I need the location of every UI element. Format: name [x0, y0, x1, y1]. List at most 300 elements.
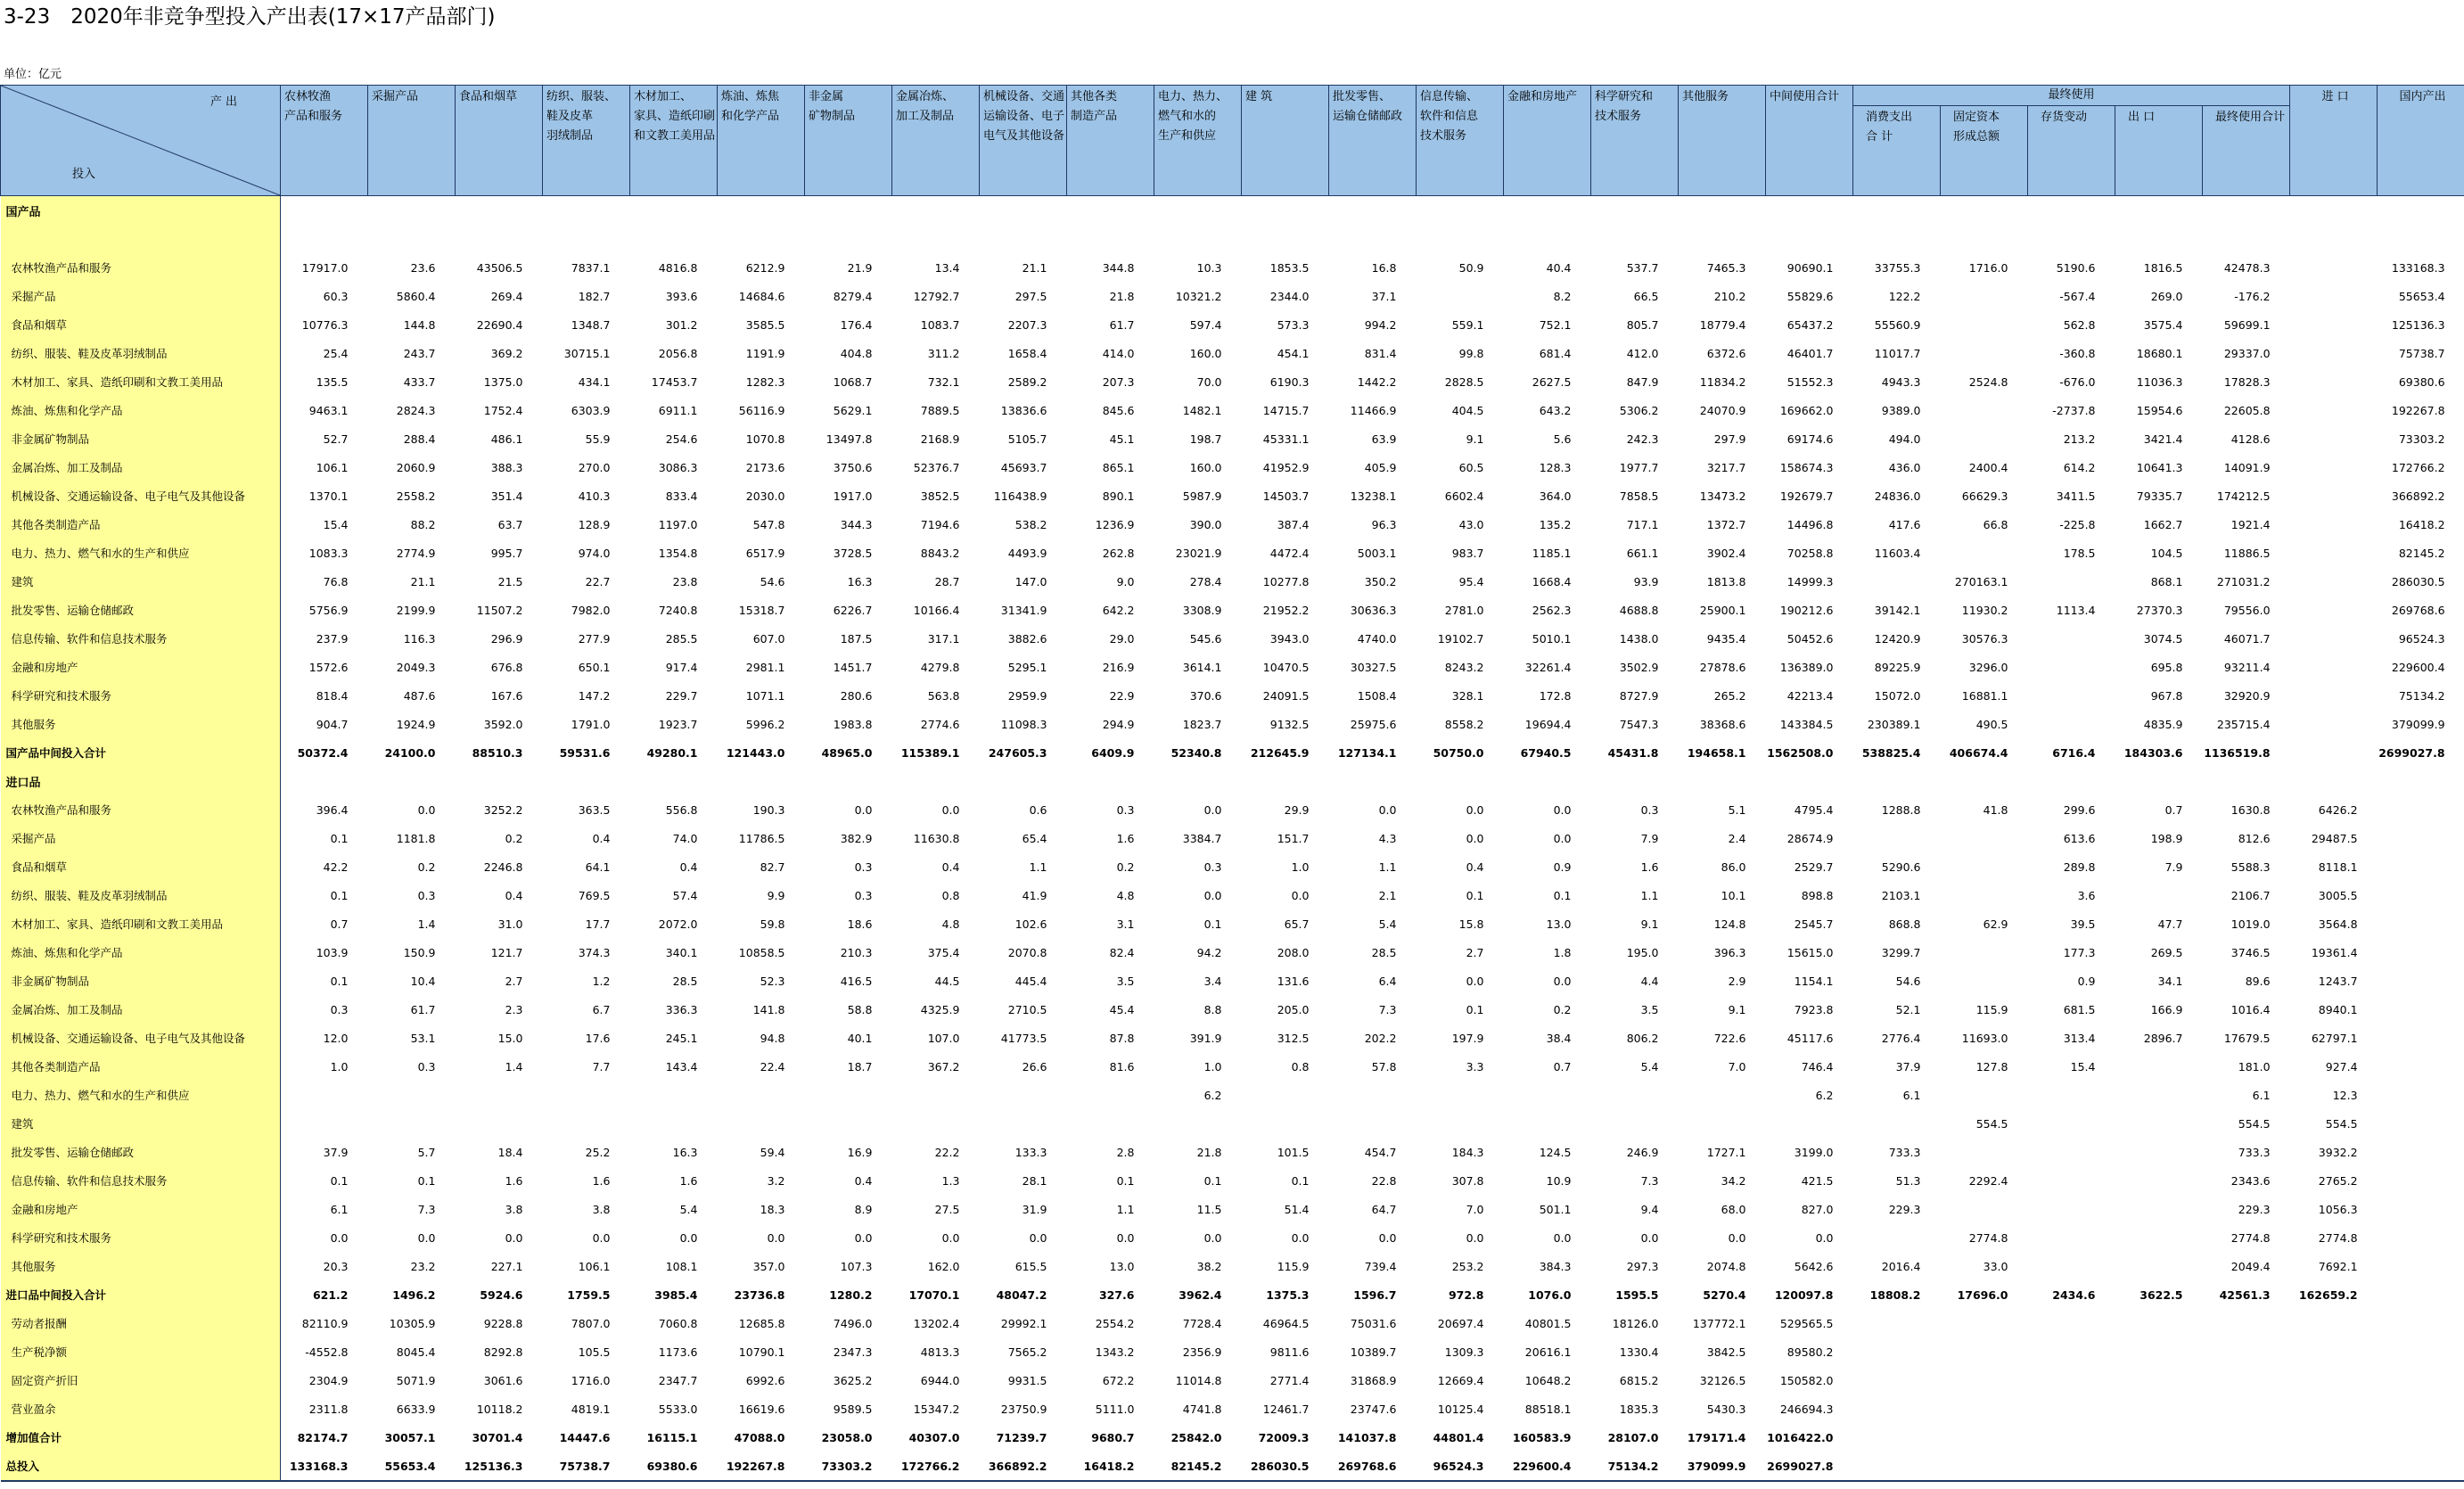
table-cell: 9.1 [1466, 432, 1484, 446]
table-cell: 2699027.8 [1766, 1452, 1853, 1481]
table-cell: 3614.1 [1182, 660, 1222, 674]
table-cell: 4279.8 [920, 660, 960, 674]
table-cell: 15072.0 [1874, 688, 1921, 703]
table-cell [2028, 1252, 2115, 1280]
table-cell [543, 1109, 630, 1138]
table-cell: 59531.6 [559, 745, 611, 760]
column-header-final-use: 最终使用 [1853, 86, 2290, 106]
table-cell: 0.9 [2077, 974, 2096, 988]
table-cell: 82145.2 [2398, 546, 2445, 560]
table-cell: 391.9 [1189, 1031, 1222, 1045]
table-cell [892, 767, 980, 795]
table-cell: 3061.6 [483, 1373, 523, 1387]
table-cell: 229600.4 [2391, 660, 2445, 674]
table-cell: 13.4 [934, 260, 960, 275]
table-cell: 271031.2 [2216, 574, 2271, 588]
table-row [1, 367, 2464, 396]
table-cell: 0.8 [941, 888, 960, 902]
table-cell: 350.2 [1364, 574, 1397, 588]
table-cell: 3902.4 [1706, 546, 1746, 560]
table-cell: 45.4 [1109, 1002, 1135, 1016]
table-cell: 299.6 [2063, 802, 2096, 817]
table-cell [2290, 767, 2378, 795]
table-cell: 396.3 [1713, 945, 1746, 959]
table-cell: 6.1 [1902, 1088, 1921, 1102]
table-cell: 0.6 [1029, 802, 1047, 817]
table-cell: 681.4 [1539, 346, 1572, 360]
table-cell: 8727.9 [1619, 688, 1659, 703]
table-cell [1766, 196, 1853, 226]
table-cell: 57.4 [672, 888, 698, 902]
table-cell: 115.9 [1277, 1259, 1310, 1273]
table-cell: 0.4 [941, 860, 960, 874]
table-cell: 8.2 [1553, 289, 1572, 303]
table-cell [1329, 196, 1417, 226]
table-cell: 366892.2 [980, 1452, 1067, 1481]
table-cell: 9132.5 [1269, 717, 1310, 731]
table-cell: 5.1 [1728, 802, 1746, 817]
table-cell: 1.0 [1203, 1059, 1222, 1074]
row-label: 营业盈余 [1, 1394, 281, 1423]
table-cell: 0.0 [1466, 974, 1484, 988]
table-cell: 1.4 [417, 917, 436, 931]
table-row [1, 596, 2464, 624]
table-cell: -225.8 [2059, 517, 2096, 531]
table-cell: 812.6 [2238, 831, 2271, 845]
table-cell [892, 1081, 980, 1109]
table-cell: 5.6 [1553, 432, 1572, 446]
table-cell [2290, 310, 2378, 339]
table-cell: 125136.3 [2391, 317, 2445, 332]
table-cell: 7982.0 [571, 603, 611, 617]
corner-output-label: 产 出 [209, 95, 237, 109]
column-header-line: 运输仓储邮政 [1333, 110, 1403, 123]
table-cell: 0.1 [330, 831, 349, 845]
table-cell [980, 1109, 1067, 1138]
table-cell: 31.9 [1022, 1202, 1047, 1216]
table-cell [718, 225, 805, 253]
table-cell: 1759.5 [567, 1287, 611, 1302]
table-cell: 75738.7 [2398, 346, 2445, 360]
table-cell [1766, 767, 1853, 795]
table-cell: 2.8 [1116, 1145, 1135, 1159]
column-header-line: 软件和信息 [1420, 110, 1479, 123]
table-cell: 2304.9 [308, 1373, 349, 1387]
table-cell: 88518.1 [1524, 1402, 1572, 1416]
table-cell [1853, 767, 1941, 795]
table-cell: 1348.7 [571, 317, 611, 332]
table-cell: 537.7 [1626, 260, 1659, 275]
final-use-header-line: 出 口 [2128, 111, 2156, 124]
table-cell [1853, 1309, 1941, 1337]
table-cell: 393.6 [665, 289, 698, 303]
table-cell: 96.3 [1371, 517, 1397, 531]
table-cell [2028, 1309, 2115, 1337]
table-cell: 650.1 [578, 660, 611, 674]
table-cell: 11036.3 [2136, 374, 2183, 389]
table-cell [980, 1081, 1067, 1109]
table-cell: 82.4 [1109, 945, 1135, 959]
table-cell: 0.0 [1553, 1230, 1572, 1245]
table-cell: 0.0 [941, 802, 960, 817]
table-cell: 396.4 [316, 802, 349, 817]
table-cell: 416.5 [840, 974, 873, 988]
table-cell: 18.4 [497, 1145, 523, 1159]
table-cell: 2699027.8 [2378, 745, 2445, 760]
table-cell: 71239.7 [996, 1430, 1047, 1444]
table-cell: 2781.0 [1444, 603, 1484, 617]
corner-diagonal [1, 86, 280, 195]
table-cell: 2347.3 [833, 1345, 873, 1359]
table-cell: 494.0 [1888, 432, 1921, 446]
table-cell: 23021.9 [1175, 546, 1222, 560]
table-cell: 87.8 [1109, 1031, 1135, 1045]
table-cell: 28.7 [934, 574, 960, 588]
table-cell [2028, 710, 2115, 738]
table-cell: 104.5 [2150, 546, 2183, 560]
table-cell: 3728.5 [833, 546, 873, 560]
table-cell: 121443.0 [726, 745, 785, 760]
table-cell: 1016422.0 [1767, 1430, 1834, 1444]
table-cell [1941, 1081, 2028, 1109]
table-cell: 0.0 [1815, 1230, 1834, 1245]
table-cell [2378, 909, 2464, 938]
table-cell: 2356.9 [1182, 1345, 1222, 1359]
table-cell: 312.5 [1277, 1031, 1310, 1045]
table-cell: 733.3 [1888, 1145, 1921, 1159]
table-cell: 805.7 [1626, 317, 1659, 332]
table-cell [892, 196, 980, 226]
table-cell: 3199.0 [1794, 1145, 1834, 1159]
table-cell: 12420.9 [1874, 631, 1921, 646]
table-cell: 384.3 [1539, 1259, 1572, 1273]
table-cell [1417, 1109, 1504, 1138]
table-cell: 0.9 [1553, 860, 1572, 874]
table-cell [2028, 1081, 2115, 1109]
table-cell: 167.6 [490, 688, 523, 703]
table-cell: 69174.6 [1786, 432, 1834, 446]
table-cell: 107.0 [927, 1031, 960, 1045]
table-cell [2378, 196, 2464, 226]
table-cell: 207.3 [1102, 374, 1135, 389]
table-cell: 3299.7 [1881, 945, 1921, 959]
table-cell [2028, 1109, 2115, 1138]
table-cell: 406674.4 [1949, 745, 2008, 760]
table-cell: 94.8 [760, 1031, 785, 1045]
table-cell: 10641.3 [2136, 460, 2183, 474]
table-cell: 3005.5 [2318, 888, 2358, 902]
table-cell: 1508.4 [1357, 688, 1397, 703]
table-cell: 205.0 [1277, 1002, 1310, 1016]
table-cell: 1288.8 [1881, 802, 1921, 817]
row-label: 其他各类制造产品 [1, 510, 281, 539]
table-cell: 3.5 [1640, 1002, 1659, 1016]
table-cell: 65437.2 [1786, 317, 1834, 332]
table-cell [2290, 1423, 2378, 1452]
table-cell: 46071.7 [2223, 631, 2271, 646]
table-cell: 1921.4 [2230, 517, 2271, 531]
table-cell [2290, 396, 2378, 424]
table-cell: 16418.2 [1067, 1452, 1154, 1481]
table-cell: 6190.3 [1269, 374, 1310, 389]
table-cell: 1309.3 [1444, 1345, 1484, 1359]
table-cell: 1496.2 [392, 1287, 436, 1302]
table-cell [1941, 196, 2028, 226]
table-cell: 30701.4 [472, 1430, 523, 1444]
table-cell: 2710.5 [1007, 1002, 1047, 1016]
table-cell: 0.4 [505, 888, 523, 902]
column-header-line: 和文教工美用品 [634, 129, 716, 143]
table-cell: 229.3 [1888, 1202, 1921, 1216]
final-use-header-line: 合 计 [1866, 130, 1893, 144]
section-row [1, 196, 2464, 226]
table-cell: 3575.4 [2143, 317, 2183, 332]
table-cell: 40.4 [1546, 260, 1572, 275]
table-row [1, 396, 2464, 424]
table-cell: 2292.4 [1968, 1173, 2008, 1188]
table-cell: 162.0 [927, 1259, 960, 1273]
table-cell: 28107.0 [1607, 1430, 1659, 1444]
column-header-line: 科学研究和 [1595, 90, 1654, 103]
column-header-line: 炼油、炼焦 [721, 90, 780, 103]
table-cell: 4.3 [1378, 831, 1397, 845]
table-cell: 270.0 [578, 460, 611, 474]
table-cell: 44801.4 [1433, 1430, 1484, 1444]
table-cell [1941, 824, 2028, 852]
table-cell [543, 767, 630, 795]
table-cell: 184303.6 [2123, 745, 2183, 760]
table-cell: 68.0 [1721, 1202, 1746, 1216]
table-cell: 54.6 [760, 574, 785, 588]
table-cell: 10389.7 [1350, 1345, 1397, 1359]
table-cell: 11886.5 [2223, 546, 2271, 560]
table-cell: 3384.7 [1182, 831, 1222, 845]
table-cell: 1562508.0 [1767, 745, 1834, 760]
table-cell: 0.1 [1553, 888, 1572, 902]
table-cell: 1596.7 [1353, 1287, 1397, 1302]
table-cell: 63.9 [1371, 432, 1397, 446]
table-cell: 9.9 [767, 888, 785, 902]
table-row [1, 881, 2464, 909]
table-cell: 0.8 [1291, 1059, 1310, 1074]
table-cell [1591, 196, 1679, 226]
table-cell: 0.0 [1291, 1230, 1310, 1245]
table-cell: 187.5 [840, 631, 873, 646]
table-row [1, 967, 2464, 995]
row-label: 信息传输、软件和信息技术服务 [1, 624, 281, 653]
table-cell: 8558.2 [1444, 717, 1484, 731]
table-cell: 752.1 [1539, 317, 1572, 332]
table-cell: 31868.9 [1350, 1373, 1397, 1387]
column-header-line: 农林牧渔 [284, 90, 332, 103]
table-cell: 1.1 [1029, 860, 1047, 874]
table-cell: 10790.1 [738, 1345, 785, 1359]
column-header-line: 加工及制品 [896, 110, 955, 123]
table-cell [1853, 1394, 1941, 1423]
final-use-header-line: 消费支出 [1866, 111, 1913, 124]
table-cell: 7060.8 [658, 1316, 698, 1330]
table-cell [2028, 1166, 2115, 1195]
column-header-imports: 进 口 [2290, 86, 2378, 196]
table-cell: 2981.1 [745, 660, 785, 674]
table-cell [1067, 1081, 1154, 1109]
table-cell: 994.2 [1364, 317, 1397, 332]
table-cell: -2737.8 [2052, 403, 2096, 417]
table-cell: 18126.0 [1612, 1316, 1659, 1330]
table-cell: 1136519.8 [2204, 745, 2271, 760]
table-cell [1417, 282, 1504, 310]
table-cell [2378, 824, 2464, 852]
table-cell: 21.8 [1109, 289, 1135, 303]
total-row [1, 1423, 2464, 1452]
table-cell: 9.0 [1116, 574, 1135, 588]
table-cell [2290, 710, 2378, 738]
table-cell: 357.0 [752, 1259, 785, 1273]
table-cell: 6303.9 [571, 403, 611, 417]
table-cell [2378, 1366, 2464, 1394]
table-cell: 254.6 [665, 432, 698, 446]
table-row [1, 225, 2464, 253]
table-cell [281, 767, 368, 795]
table-cell [1679, 767, 1766, 795]
table-cell: 313.4 [2063, 1031, 2096, 1045]
table-cell: 230389.1 [1867, 717, 1921, 731]
table-cell: 94.2 [1196, 945, 1222, 959]
column-header-final-use-item [2203, 106, 2290, 196]
table-cell: 10.3 [1196, 260, 1222, 275]
table-cell: 46964.5 [1262, 1316, 1310, 1330]
table-cell: 29.9 [1284, 802, 1310, 817]
table-cell: 174212.5 [2216, 489, 2271, 503]
table-cell: 75031.6 [1350, 1316, 1397, 1330]
table-cell: 285.5 [665, 631, 698, 646]
table-cell [2115, 225, 2203, 253]
table-cell [2290, 596, 2378, 624]
table-cell [980, 767, 1067, 795]
table-cell [2203, 1309, 2290, 1337]
table-cell [1853, 824, 1941, 852]
table-cell: 1.1 [1640, 888, 1659, 902]
table-cell: 0.7 [2164, 802, 2183, 817]
table-cell: 30057.1 [384, 1430, 436, 1444]
table-cell: 3750.6 [833, 460, 873, 474]
table-cell: 1071.1 [745, 688, 785, 703]
table-cell: 150.9 [403, 945, 436, 959]
table-cell [368, 1081, 456, 1109]
table-cell [1329, 1081, 1417, 1109]
column-header-line: 批发零售、 [1333, 90, 1392, 103]
table-cell: 3746.5 [2230, 945, 2271, 959]
table-cell: 23.2 [410, 1259, 436, 1273]
table-cell: 8940.1 [2318, 1002, 2358, 1016]
table-cell: 216.9 [1102, 660, 1135, 674]
table-row [1, 624, 2464, 653]
table-cell: 75134.2 [1591, 1452, 1679, 1481]
column-header-line: 技术服务 [1420, 129, 1467, 143]
table-cell: 1197.0 [658, 517, 698, 531]
table-cell: 5290.6 [1881, 860, 1921, 874]
table-title: 3-23 2020年非竞争型投入产出表(17×17产品部门) [4, 5, 496, 29]
table-cell: 286030.5 [2391, 574, 2445, 588]
table-cell: 45117.6 [1786, 1031, 1834, 1045]
table-cell: 32920.9 [2223, 688, 2271, 703]
table-cell [2203, 196, 2290, 226]
table-cell: 1451.7 [833, 660, 873, 674]
table-cell: 1752.4 [483, 403, 523, 417]
table-cell: 433.7 [403, 374, 436, 389]
table-cell: 1.6 [1116, 831, 1135, 845]
table-cell: 0.1 [330, 888, 349, 902]
table-cell: 5533.0 [658, 1402, 698, 1416]
table-cell: 7194.6 [920, 517, 960, 531]
table-cell: 3.5 [1116, 974, 1135, 988]
table-cell: 177.3 [2063, 945, 2096, 959]
final-use-header-line: 存货变动 [2041, 111, 2088, 124]
column-header-sector [1504, 86, 1591, 196]
table-cell: 27878.6 [1699, 660, 1746, 674]
table-cell: 1482.1 [1182, 403, 1222, 417]
table-cell [1941, 396, 2028, 424]
row-label: 食品和烟草 [1, 310, 281, 339]
table-cell: 1853.5 [1269, 260, 1310, 275]
table-cell: 269768.6 [2391, 603, 2445, 617]
table-cell: 278.4 [1189, 574, 1222, 588]
table-cell: 11.5 [1196, 1202, 1222, 1216]
table-cell: 15.8 [1458, 917, 1484, 931]
table-cell: 184.3 [1451, 1145, 1484, 1159]
table-cell: 0.4 [679, 860, 698, 874]
table-cell: 4325.9 [920, 1002, 960, 1016]
table-cell: 9.1 [1728, 1002, 1746, 1016]
table-cell: 52376.7 [913, 460, 960, 474]
table-cell: 974.0 [578, 546, 611, 560]
table-cell: 0.0 [1553, 831, 1572, 845]
table-cell: 37.9 [1895, 1059, 1921, 1074]
table-cell: 19102.7 [1437, 631, 1484, 646]
table-cell: 7.0 [1466, 1202, 1484, 1216]
table-cell: 47088.0 [734, 1430, 785, 1444]
table-cell: 30636.3 [1350, 603, 1397, 617]
row-label: 建筑 [1, 567, 281, 596]
table-cell: 73303.2 [805, 1452, 892, 1481]
table-cell: 18.6 [847, 917, 873, 931]
table-cell: 96524.3 [2398, 631, 2445, 646]
table-cell [2290, 1394, 2378, 1423]
table-body [1, 196, 2464, 1482]
table-cell: 1983.8 [833, 717, 873, 731]
table-cell: 827.0 [1801, 1202, 1834, 1216]
table-cell: 15318.7 [738, 603, 785, 617]
table-cell: 25900.1 [1699, 603, 1746, 617]
table-cell: 55829.6 [1786, 289, 1834, 303]
table-cell: 382.9 [840, 831, 873, 845]
table-row [1, 282, 2464, 310]
table-cell: 1924.9 [396, 717, 436, 731]
table-cell: 3.1 [1116, 917, 1135, 931]
table-cell: 11603.4 [1874, 546, 1921, 560]
table-cell: 559.1 [1451, 317, 1484, 332]
table-cell: 917.4 [665, 660, 698, 674]
table-cell: 13497.8 [825, 432, 873, 446]
table-cell: 2589.2 [1007, 374, 1047, 389]
table-cell: 50.9 [1458, 260, 1484, 275]
table-cell: 0.1 [1203, 1173, 1222, 1188]
table-cell: 1.4 [505, 1059, 523, 1074]
table-cell: 74.0 [672, 831, 698, 845]
table-cell: 133168.3 [2391, 260, 2445, 275]
table-cell: 133168.3 [281, 1452, 368, 1481]
table-cell: 1370.1 [308, 489, 349, 503]
